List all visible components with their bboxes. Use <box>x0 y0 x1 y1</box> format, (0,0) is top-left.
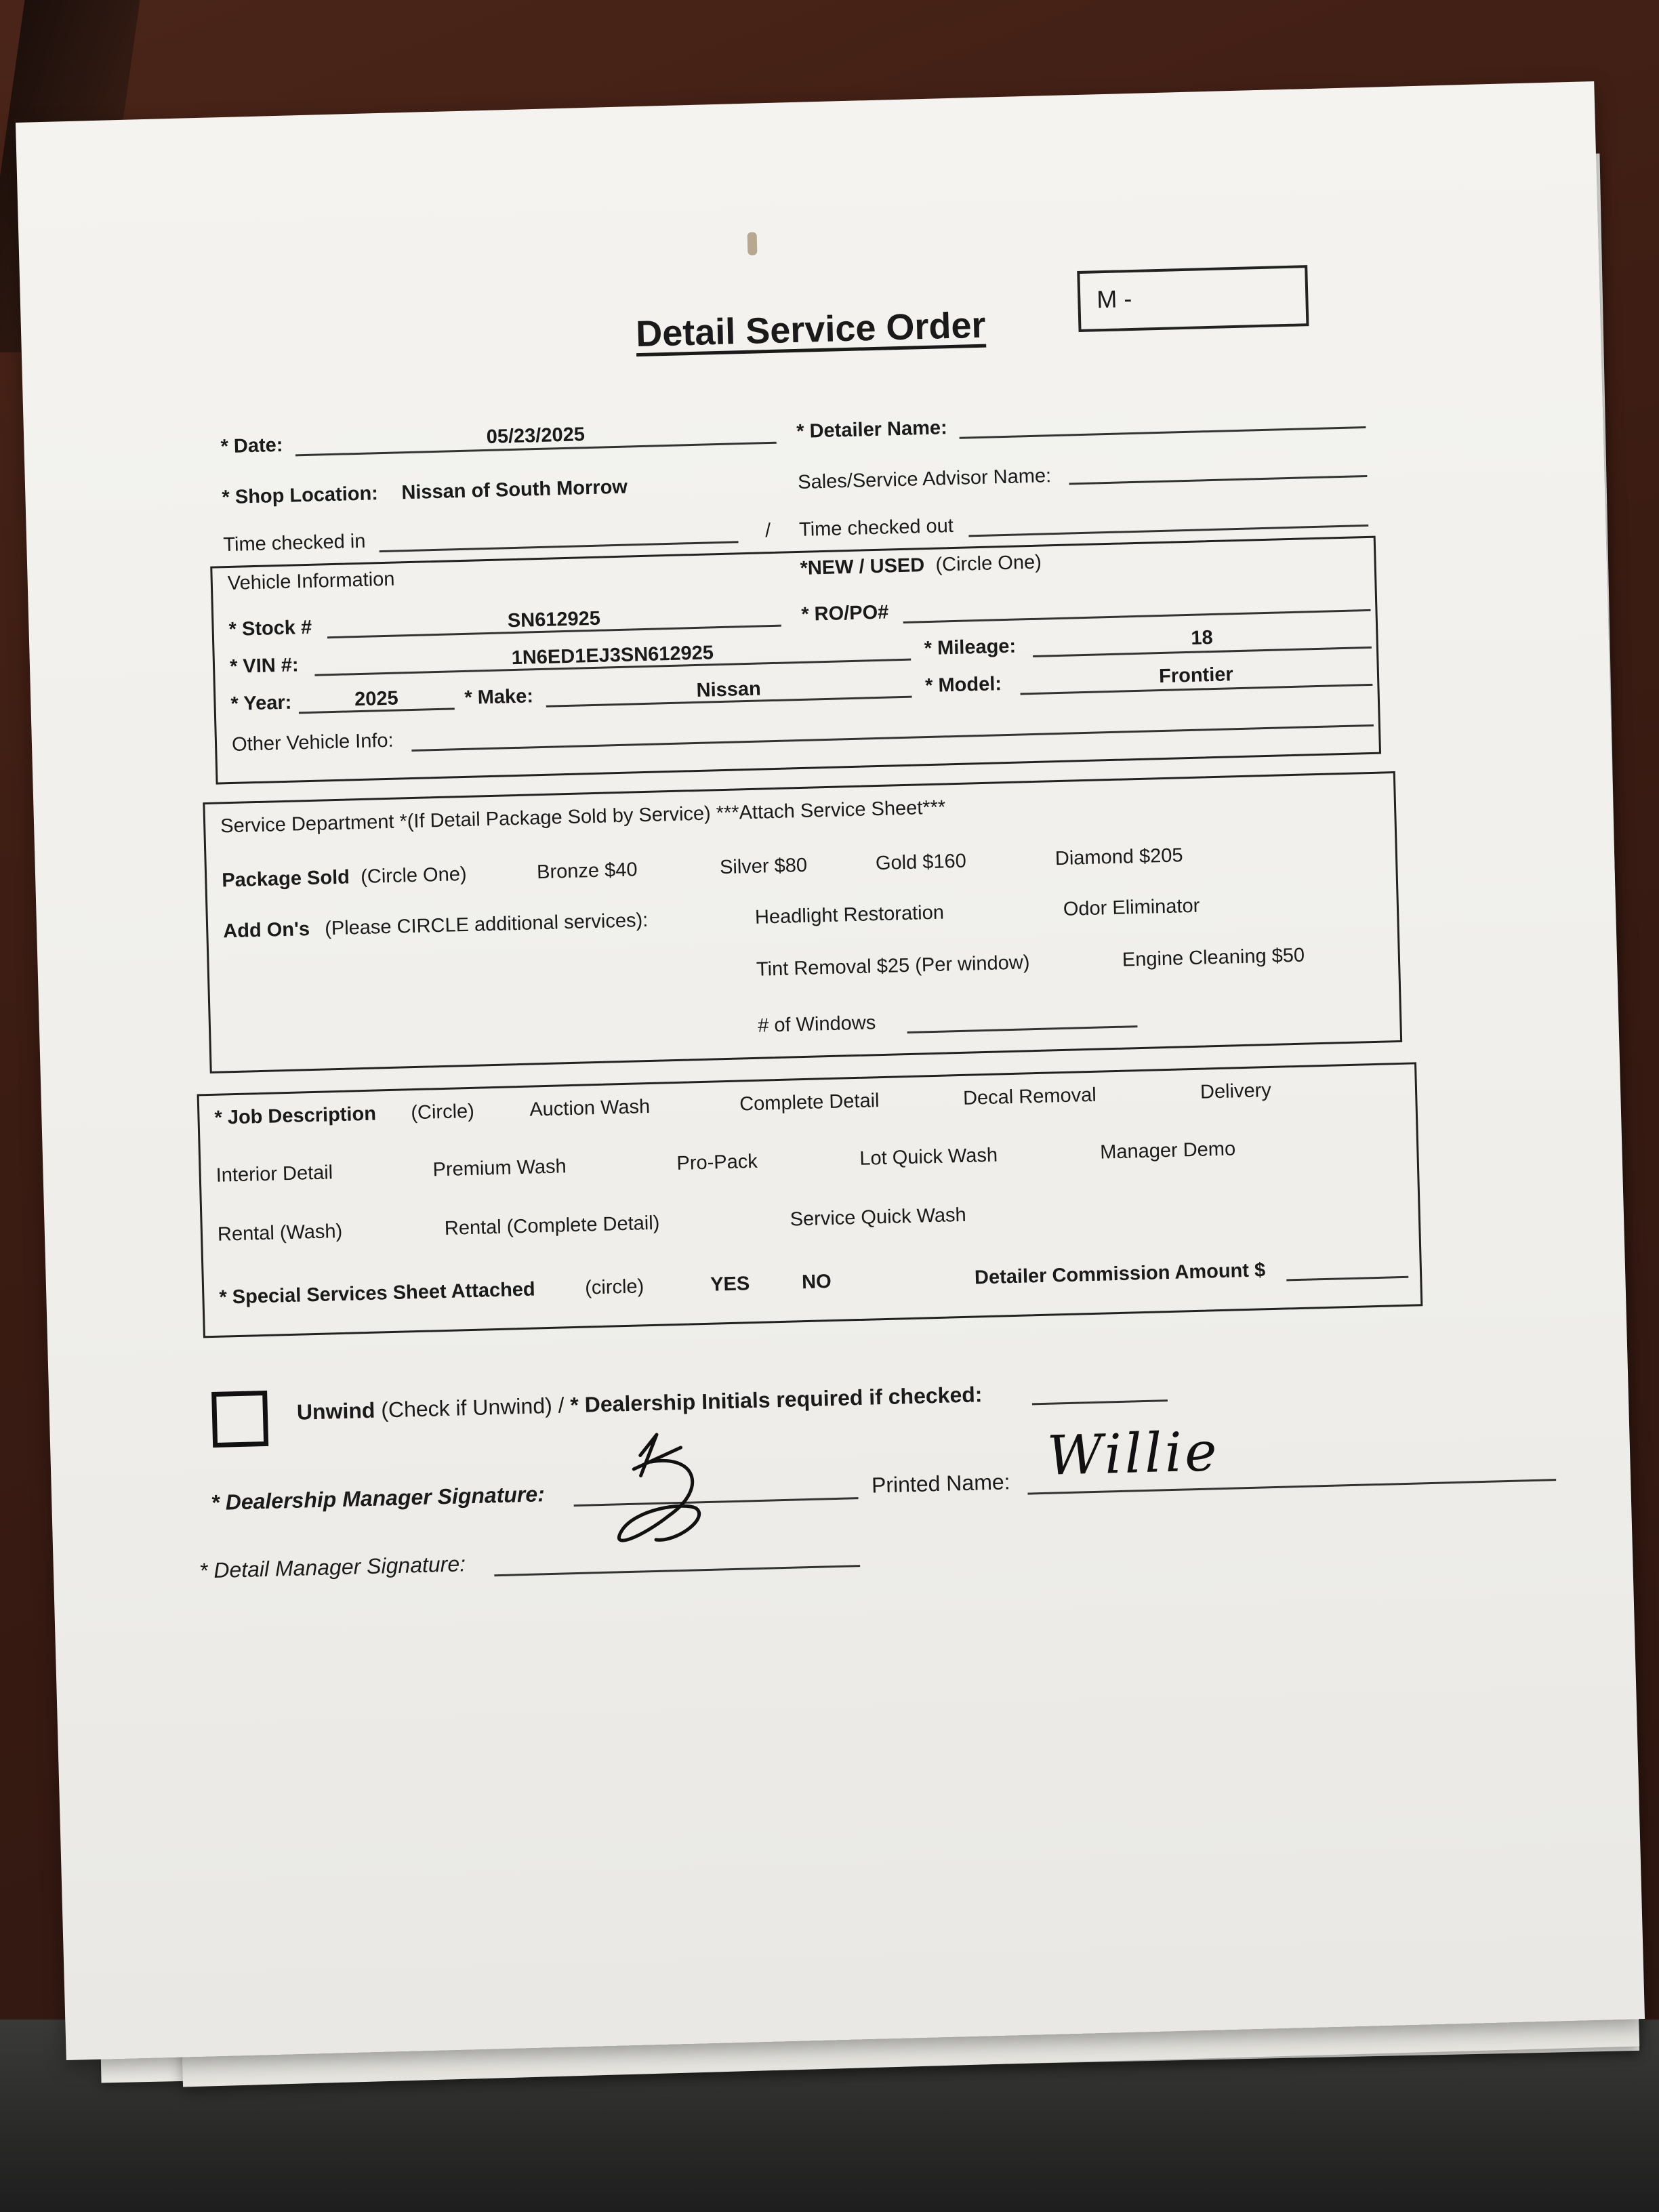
job-auction-wash: Auction Wash <box>529 1095 651 1121</box>
special-services-hint: (circle) <box>584 1275 644 1299</box>
ro-po-label: * RO/PO# <box>800 601 889 626</box>
time-out-label: Time checked out <box>798 514 954 541</box>
job-service-quick-wash: Service Quick Wash <box>790 1204 967 1231</box>
detail-manager-signature-line <box>494 1565 860 1576</box>
vehicle-info-label: Vehicle Information <box>227 568 395 595</box>
job-premium-wash: Premium Wash <box>432 1155 567 1181</box>
job-delivery: Delivery <box>1200 1079 1272 1103</box>
time-slash: / <box>764 520 771 542</box>
job-rental-complete: Rental (Complete Detail) <box>444 1212 660 1240</box>
detailer-name-label: * Detailer Name: <box>796 417 948 443</box>
stock-label: * Stock # <box>228 616 312 640</box>
shop-location-value: Nissan of South Morrow <box>401 476 628 504</box>
package-diamond: Diamond $205 <box>1054 844 1183 870</box>
addon-odor: Odor Eliminator <box>1063 895 1200 920</box>
addons-label: Add On's <box>222 918 310 943</box>
make-value: Nissan <box>696 678 762 701</box>
special-no: NO <box>801 1271 832 1294</box>
special-services-label: * Special Services Sheet Attached <box>219 1278 536 1309</box>
detailer-name-line <box>960 426 1366 439</box>
detail-manager-signature-label: * Detail Manager Signature: <box>199 1551 466 1583</box>
mileage-value: 18 <box>1190 627 1214 649</box>
advisor-line <box>1069 475 1367 485</box>
time-in-line <box>380 541 739 552</box>
addon-tint: Tint Removal $25 (Per window) <box>756 951 1030 981</box>
service-order-sheet <box>16 81 1645 2060</box>
year-value: 2025 <box>354 687 399 711</box>
dealership-signature-label: * Dealership Manager Signature: <box>210 1481 546 1515</box>
unwind-hint: (Check if Unwind) / <box>380 1393 565 1422</box>
job-rental-wash: Rental (Wash) <box>217 1220 343 1246</box>
job-pro-pack: Pro-Pack <box>676 1150 758 1174</box>
job-lot-quick-wash: Lot Quick Wash <box>859 1144 998 1170</box>
new-used-hint: (Circle One) <box>935 551 1042 576</box>
vin-value: 1N6ED1EJ3SN612925 <box>511 642 714 670</box>
job-manager-demo: Manager Demo <box>1099 1138 1236 1164</box>
package-label: Package Sold <box>221 866 350 892</box>
package-bronze: Bronze $40 <box>536 859 638 884</box>
commission-label: Detailer Commission Amount $ <box>974 1259 1266 1289</box>
package-gold: Gold $160 <box>875 850 967 875</box>
job-hint: (Circle) <box>410 1100 475 1124</box>
job-label: * Job Description <box>214 1103 377 1129</box>
printed-name-label: Printed Name: <box>871 1469 1010 1498</box>
printed-name-handwritten: Willie <box>1046 1420 1221 1488</box>
make-label: * Make: <box>464 685 534 709</box>
date-value: 05/23/2025 <box>486 424 586 448</box>
unwind-row <box>296 1382 982 1425</box>
shop-location-label: * Shop Location: <box>222 483 379 509</box>
addons-hint: (Please CIRCLE additional services): <box>324 909 649 940</box>
special-yes: YES <box>710 1273 750 1296</box>
model-label: * Model: <box>924 673 1002 697</box>
other-vehicle-label: Other Vehicle Info: <box>231 729 394 756</box>
staple-mark <box>747 232 758 255</box>
job-interior-detail: Interior Detail <box>216 1162 333 1187</box>
model-value: Frontier <box>1158 663 1234 688</box>
time-out-line <box>968 525 1368 537</box>
job-decal-removal: Decal Removal <box>962 1084 1097 1109</box>
date-label: * Date: <box>220 434 283 458</box>
addon-engine: Engine Cleaning $50 <box>1122 944 1305 971</box>
time-in-label: Time checked in <box>222 530 366 556</box>
package-hint: (Circle One) <box>360 863 467 888</box>
advisor-label: Sales/Service Advisor Name: <box>797 465 1052 493</box>
initials-line <box>1032 1399 1168 1405</box>
windows-label: # of Windows <box>757 1012 876 1037</box>
page-title: Detail Service Order <box>635 304 987 355</box>
new-used-label: *NEW / USED <box>800 554 925 579</box>
mileage-label: * Mileage: <box>924 635 1017 660</box>
service-header: Service Department *(If Detail Package Sold by Service) ***Attach Service Sheet*** <box>220 796 946 838</box>
vin-label: * VIN #: <box>229 654 300 678</box>
unwind-checkbox[interactable] <box>211 1391 268 1448</box>
unwind-label: Unwind <box>296 1397 375 1425</box>
addon-headlight: Headlight Restoration <box>754 901 945 928</box>
initials-label: * Dealership Initials required if checked: <box>569 1382 983 1418</box>
year-label: * Year: <box>230 691 292 715</box>
order-number-box: M - <box>1077 265 1309 332</box>
package-silver: Silver $80 <box>719 854 808 879</box>
stock-value: SN612925 <box>507 607 601 632</box>
job-complete-detail: Complete Detail <box>739 1090 880 1115</box>
dealership-signature-mark <box>592 1426 731 1558</box>
